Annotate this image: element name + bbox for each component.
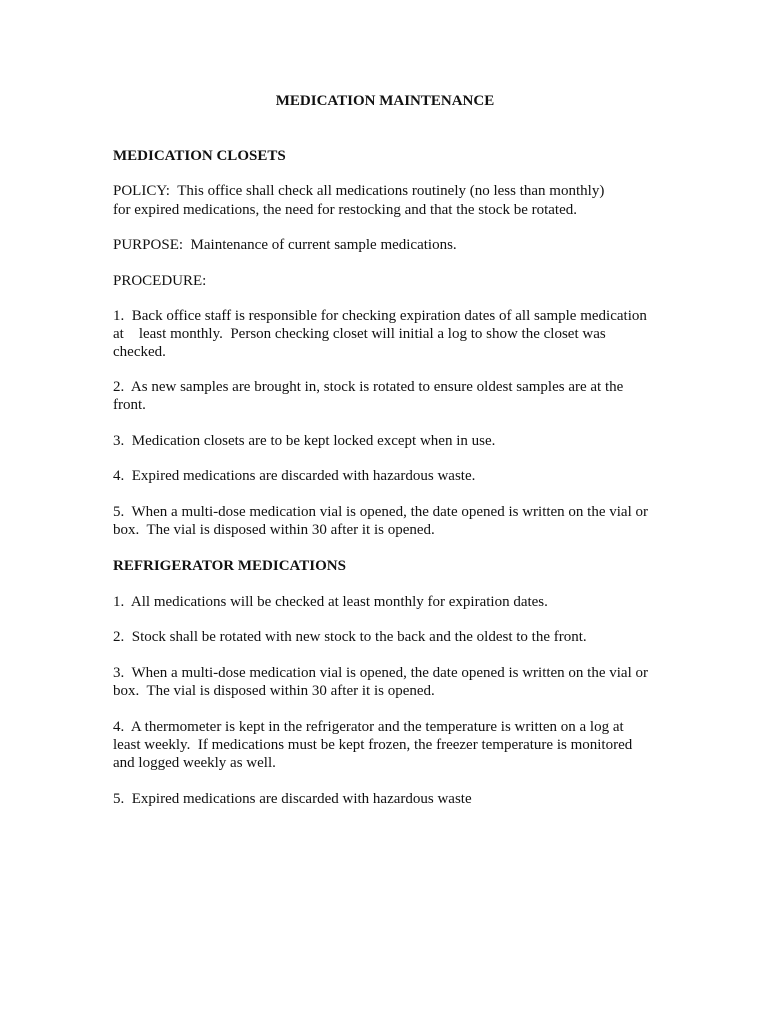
closet-item-1-line: 1. Back office staff is responsible for checking expiration dates of all sample medication [113, 308, 647, 324]
closet-item-3-line: 3. Medication closets are to be kept locked except when in use. [113, 433, 496, 449]
fridge-item-4-line: 4. A thermometer is kept in the refrigerator and the temperature is written on a log at [113, 719, 624, 735]
closet-item-2-line: front. [113, 397, 146, 413]
section-heading-refrigerator: REFRIGERATOR MEDICATIONS [113, 558, 346, 574]
fridge-item-3-line: box. The vial is disposed within 30 after it is opened. [113, 683, 435, 699]
fridge-item-2-line: 2. Stock shall be rotated with new stock to the back and the oldest to the front. [113, 629, 587, 645]
closet-item-4-line: 4. Expired medications are discarded with hazardous waste. [113, 468, 476, 484]
fridge-item-4-line: least weekly. If medications must be kept frozen, the freezer temperature is monitored [113, 737, 633, 753]
policy-line: for expired medications, the need for restocking and that the stock be rotated. [113, 202, 578, 218]
fridge-item-1-line: 1. All medications will be checked at least monthly for expiration dates. [113, 594, 548, 610]
closet-item-1-line: checked. [113, 344, 166, 360]
purpose-line: PURPOSE: Maintenance of current sample medications. [113, 237, 457, 253]
closet-item-2-line: 2. As new samples are brought in, stock is rotated to ensure oldest samples are at the [113, 379, 624, 395]
procedure-label: PROCEDURE: [113, 273, 207, 289]
document-title: MEDICATION MAINTENANCE [275, 93, 495, 109]
fridge-item-4-line: and logged weekly as well. [113, 755, 276, 771]
closet-item-1-line: at least monthly. Person checking closet will initial a log to show the closet was [113, 326, 606, 342]
policy-line: POLICY: This office shall check all medications routinely (no less than monthly) [113, 183, 605, 199]
fridge-item-3-line: 3. When a multi-dose medication vial is opened, the date opened is written on the vial or [113, 665, 648, 681]
section-heading-closets: MEDICATION CLOSETS [113, 148, 286, 164]
closet-item-5-line: 5. When a multi-dose medication vial is opened, the date opened is written on the vial or [113, 504, 648, 520]
closet-item-5-line: box. The vial is disposed within 30 after it is opened. [113, 522, 435, 538]
fridge-item-5-line: 5. Expired medications are discarded with hazardous waste [113, 791, 472, 807]
